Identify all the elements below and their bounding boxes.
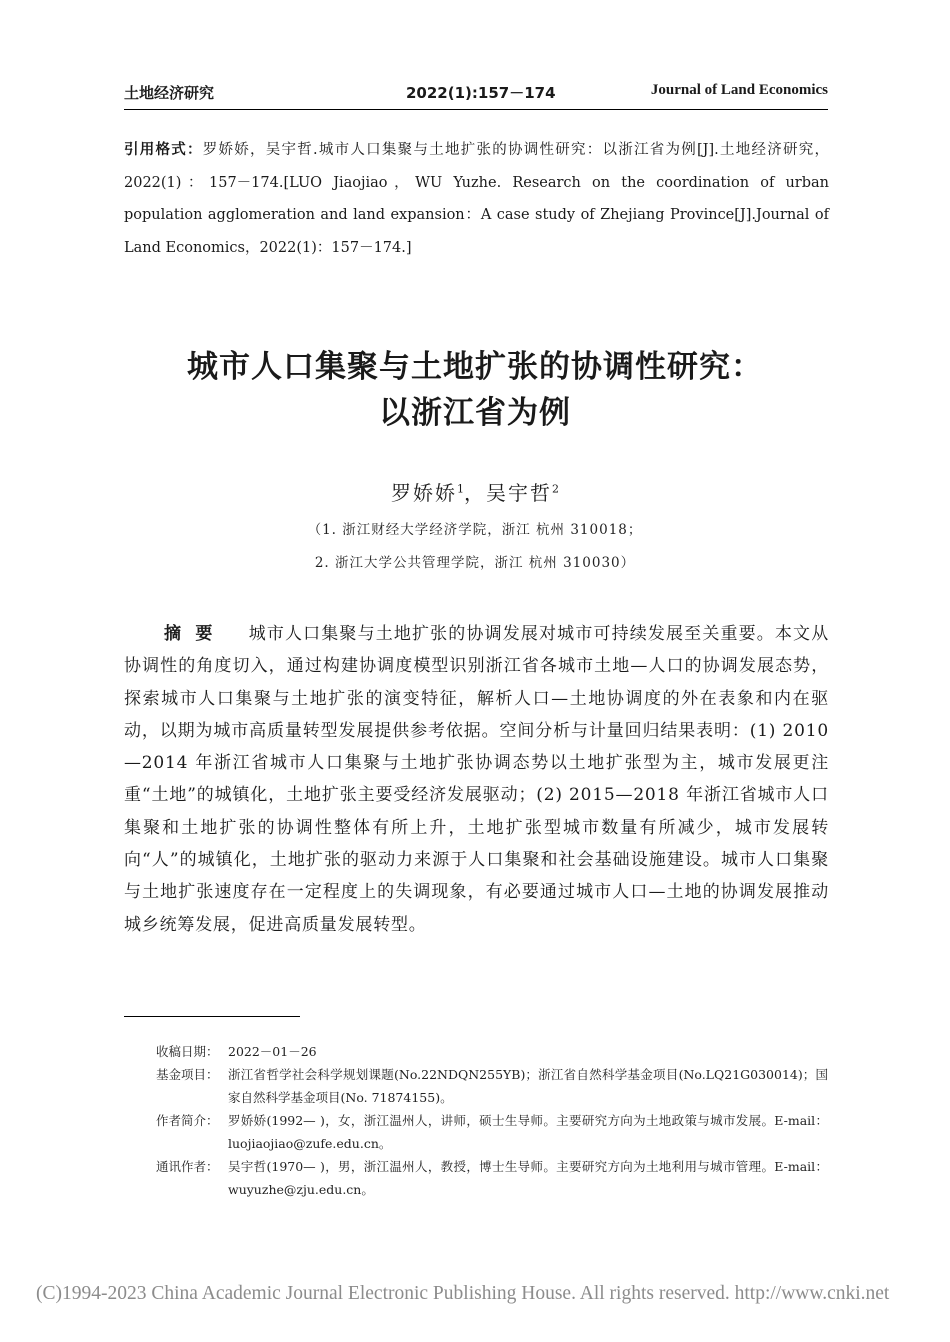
received-label: 收稿日期： [156,1044,219,1059]
author-bio-label: 作者简介： [156,1113,219,1128]
title-line-2: 以浙江省为例 [379,395,571,431]
author-1-affil: 1 [457,482,464,496]
fund-text: 浙江省哲学社会科学规划课题(No.22NDQN255YB)；浙江省自然科学基金项目(No.LQ21G030014)；国家自然科学基金项目(No. 71874155)。 [228,1067,828,1105]
fund-label: 基金项目： [156,1067,219,1082]
header-divider [124,109,828,110]
citation-text: 罗娇娇，吴宇哲.城市人口集聚与土地扩张的协调性研究：以浙江省为例[J].土地经济研究，2022(1)：157－174.[LUO Jiaojiao，WU Yuzhe. Research on the coordination of urban population agglomeration and land expansion：A case study of Zhejiang Province[J].Journal of Land Economics，2022(1)：157－174.] [124,142,830,256]
abstract-text: 城市人口集聚与土地扩张的协调发展对城市可持续发展至关重要。本文从协调性的角度切入，通过构建协调度模型识别浙江省各城市土地—人口的协调发展态势，探索城市人口集聚与土地扩张的演变特征，解析人口—土地协调度的外在表象和内在驱动，以期为城市高质量转型发展提供参考依据。空间分析与计量回归结果表明：(1) 2010—2014 年浙江省城市人口集聚与土地扩张协调态势以土地扩张型为主，城市发展更注重“土地”的城镇化，土地扩张主要受经济发展驱动；(2) 2015—2018 年浙江省城市人口集聚和土地扩张的协调性整体有所上升，土地扩张型城市数量有所减少，城市发展转向“人”的城镇化，土地扩张的驱动力来源于人口集聚和社会基础设施建设。城市人口集聚与土地扩张速度存在一定程度上的失调现象，有必要通过城市人口—土地的协调发展推动城乡统筹发展，促进高质量发展转型。 [124,624,830,935]
author-bio-text: 罗娇娇(1992— )，女，浙江温州人，讲师，硕士生导师。主要研究方向为土地政策与城市发展。E-mail：luojiaojiao@zufe.edu.cn。 [228,1113,828,1151]
abstract-label: 摘要 [164,624,227,644]
corresponding-label: 通讯作者： [156,1159,219,1174]
abstract [124,618,829,941]
corresponding-text: 吴宇哲(1970— )，男，浙江温州人，教授，博士生导师。主要研究方向为土地利用与城市管理。E-mail：wuyuzhe@zju.edu.cn。 [228,1159,828,1197]
footnote-author [156,1109,828,1155]
journal-name-cn: 土地经济研究 [124,84,215,102]
footnote-corresponding [156,1155,828,1201]
author-separator: ， [464,481,486,505]
author-list [100,477,850,506]
author-2: 吴宇哲 [486,481,552,505]
issue-pages: 2022(1):157－174 [406,84,556,102]
paper-title [100,344,850,436]
citation-block [124,134,829,264]
affiliation-1: （1. 浙江财经大学经济学院，浙江 杭州 310018； [307,522,643,538]
author-2-affil: 2 [552,482,559,496]
running-header [124,80,828,108]
footnote-received [156,1040,828,1063]
footnotes [156,1040,828,1201]
footnote-divider [124,1016,300,1017]
citation-label: 引用格式： [124,142,203,158]
author-1: 罗娇娇 [391,481,457,505]
copyright-notice: (C)1994-2023 China Academic Journal Electronic Publishing House. All rights reserved. http://www.cnki.net [36,1283,890,1304]
affiliation-2: 2. 浙江大学公共管理学院，浙江 杭州 310030） [314,555,636,571]
received-date: 2022－01－26 [228,1044,317,1059]
footnote-fund [156,1063,828,1109]
journal-name-en: Journal of Land Economics [650,82,828,98]
title-line-1: 城市人口集聚与土地扩张的协调性研究： [187,349,763,385]
